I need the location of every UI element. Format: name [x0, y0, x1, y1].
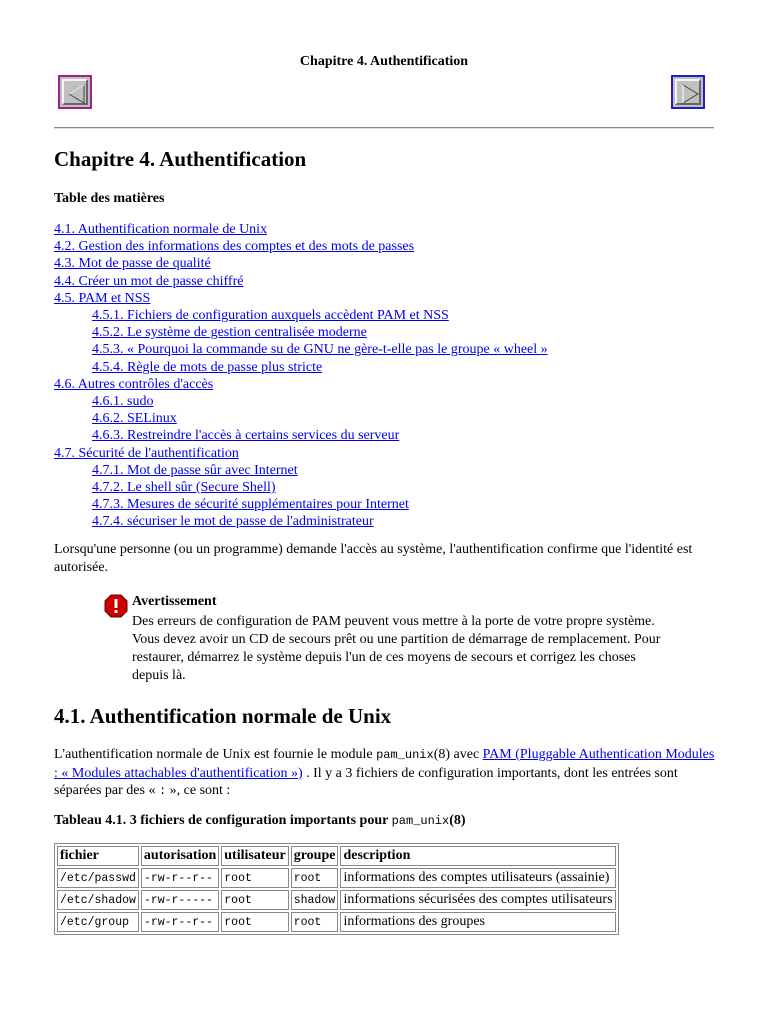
- toc-link-4-5-2[interactable]: 4.5.2. Le système de gestion centralisée moderne: [92, 325, 367, 341]
- toc-link-4-4[interactable]: 4.4. Créer un mot de passe chiffré: [54, 273, 244, 289]
- chapter-title: Chapitre 4. Authentification: [54, 147, 307, 171]
- header-utilisateur: utilisateur: [221, 846, 288, 866]
- table-row: [57, 868, 616, 888]
- toc-link-4-7-4[interactable]: 4.7.4. sécuriser le mot de passe de l'administrateur: [92, 514, 374, 530]
- cell-user: root: [221, 890, 288, 910]
- header-groupe: groupe: [291, 846, 339, 866]
- cell-description: informations des groupes: [340, 912, 615, 932]
- warning-icon: [104, 594, 128, 618]
- cell-group: shadow: [291, 890, 339, 910]
- cell-permission: -rw-r--r--: [141, 868, 219, 888]
- toc-link-4-6-2[interactable]: 4.6.2. SELinux: [92, 411, 177, 427]
- toc-link-4-5-1[interactable]: 4.5.1. Fichiers de configuration auxquels accèdent PAM et NSS: [92, 308, 449, 324]
- cell-file: /etc/group: [57, 912, 139, 932]
- toc-link-4-5-4[interactable]: 4.5.4. Règle de mots de passe plus stricte: [92, 359, 323, 375]
- config-files-table: [54, 843, 619, 935]
- section-paragraph: [54, 746, 719, 801]
- toc-link-4-5[interactable]: 4.5. PAM et NSS: [54, 290, 151, 306]
- warning-body: Des erreurs de configuration de PAM peuvent vous mettre à la porte de votre propre système. Vous devez avoir un CD de secours prêt ou une partition de démarrage de remplacement. Pour restaurer, démarrez le système depuis l'un de ces moyens de secours et corrigez les choses depuis là.: [132, 614, 661, 683]
- prev-page-button[interactable]: [58, 75, 92, 109]
- toc-link-4-7-1[interactable]: 4.7.1. Mot de passe sûr avec Internet: [92, 462, 298, 478]
- inline-code: pam_unix: [376, 748, 434, 762]
- table-caption-text: Tableau 4.1. 3 fichiers de configuration importants pour: [54, 813, 392, 828]
- toc-link-4-6[interactable]: 4.6. Autres contrôles d'accès: [54, 376, 214, 392]
- table-row: [57, 912, 616, 932]
- arrow-left-icon: [66, 83, 88, 105]
- table-caption: [54, 813, 466, 829]
- cell-user: root: [221, 868, 288, 888]
- header-description: description: [340, 846, 615, 866]
- toc-link-4-7[interactable]: 4.7. Sécurité de l'authentification: [54, 445, 239, 461]
- cell-group: root: [291, 912, 339, 932]
- separator-code: :: [158, 784, 167, 798]
- table-of-contents: [54, 221, 714, 531]
- table-header-row: [57, 846, 616, 866]
- section-text-middle: . Il y a 3 fichiers de configuration importants, dont les entrées sont séparées par des «: [54, 765, 678, 798]
- cell-file: /etc/passwd: [57, 868, 139, 888]
- toc-link-4-5-3[interactable]: 4.5.3. « Pourquoi la commande su de GNU ne gère-t-elle pas le groupe « wheel »: [92, 342, 548, 358]
- cell-description: informations sécurisées des comptes utilisateurs: [340, 890, 615, 910]
- header-fichier: fichier: [57, 846, 139, 866]
- toc-link-4-2[interactable]: 4.2. Gestion des informations des comptes et des mots de passes: [54, 239, 415, 255]
- section-title: 4.1. Authentification normale de Unix: [54, 704, 392, 728]
- intro-paragraph: Lorsqu'une personne (ou un programme) demande l'accès au système, l'authentification confirme que l'identité est autorisée.: [54, 542, 693, 575]
- cell-description: informations des comptes utilisateurs (assainie): [340, 868, 615, 888]
- toc-link-4-7-2[interactable]: 4.7.2. Le shell sûr (Secure Shell): [92, 480, 276, 496]
- cell-file: /etc/shadow: [57, 890, 139, 910]
- warning-title: Avertissement: [132, 594, 217, 609]
- toc-link-4-6-1[interactable]: 4.6.1. sudo: [92, 394, 154, 410]
- section-text-start: L'authentification normale de Unix est fournie le module: [54, 747, 377, 762]
- section-text-manref: (8) avec: [433, 747, 483, 762]
- table-caption-code: pam_unix: [391, 814, 450, 828]
- cell-permission: -rw-r--r--: [141, 912, 219, 932]
- next-page-button[interactable]: [671, 75, 705, 109]
- toc-link-4-6-3[interactable]: 4.6.3. Restreindre l'accès à certains services du serveur: [92, 428, 400, 444]
- running-header-title: Chapitre 4. Authentification: [299, 54, 469, 69]
- cell-permission: -rw-r-----: [141, 890, 219, 910]
- header-divider: [54, 127, 714, 129]
- cell-group: root: [291, 868, 339, 888]
- toc-link-4-3[interactable]: 4.3. Mot de passe de qualité: [54, 256, 211, 272]
- cell-user: root: [221, 912, 288, 932]
- toc-title: Table des matières: [54, 191, 165, 206]
- arrow-right-icon: [679, 83, 701, 105]
- table-row: [57, 890, 616, 910]
- section-text-end: », ce sont :: [166, 783, 231, 798]
- pam-link[interactable]: PAM (Pluggable Authentication Modules : « Modules attachables d'authentification »): [54, 747, 715, 781]
- toc-link-4-1[interactable]: 4.1. Authentification normale de Unix: [54, 222, 268, 237]
- toc-link-4-7-3[interactable]: 4.7.3. Mesures de sécurité supplémentaires pour Internet: [92, 497, 409, 513]
- header-autorisation: autorisation: [141, 846, 219, 866]
- table-caption-suffix: (8): [449, 813, 466, 828]
